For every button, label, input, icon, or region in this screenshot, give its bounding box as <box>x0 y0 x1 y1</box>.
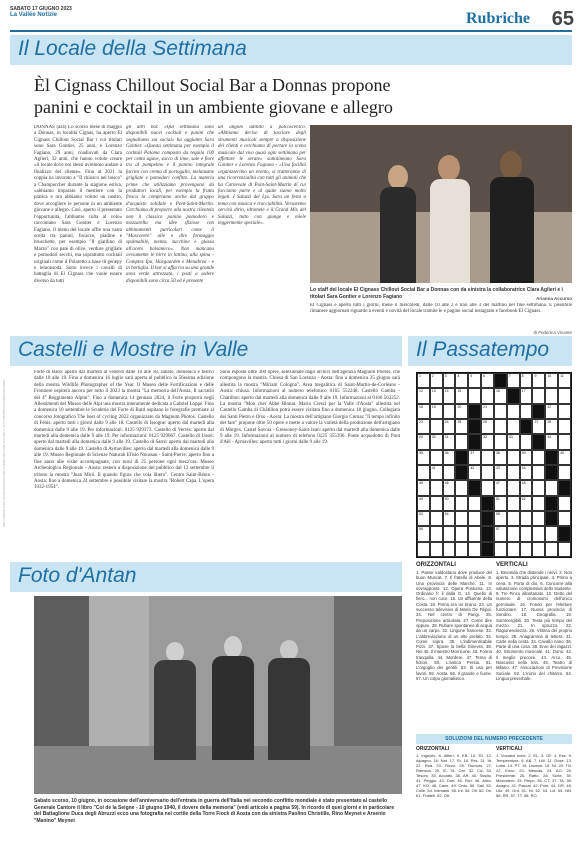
crossword-cell[interactable] <box>481 373 494 388</box>
crossword-cell[interactable] <box>468 511 481 526</box>
orizzontali-clues: 1. Paese valdostano dove produce del buon Muscat. 7. Il fratello di Abele. 8. Una provincia delle Marche. 11. In sovrapposto. 12. Opera Postuma. 13. Ordinario fr il dalla G. 14. Quello di fiero... non cuce. 15. Un affluente della Costa. 18. Prima era un brano. 23. Un successo televisivo di Maria De Filippi. 24. Nel centro di Parigi. 25. Preposizione articolata. 27. Come dire oppure. 28. Rubare spontaneo di acqua da un carpo. 32. Lingone francese. 33. L'abbreviazione di un alto prelato. 34. Come sopra. 35. L'indimenticabile Pizzi. 37. Spose la bella Ginevra. 38. Nei 45. Il maestro Morricone. 43. Forma tranquilla. 44. Mordere. 47. Tema di fiction. 50. L'antica Persia. 51. L'orgoglio dei gentili. 53. Si usa per lavori. 55. Aosta. 56. Il grande e fiume. 57. Un colpo giornalistico. <box>416 570 492 681</box>
crossword-cell[interactable] <box>455 419 468 434</box>
crossword-cell[interactable] <box>455 434 468 449</box>
crossword-cell[interactable] <box>468 465 481 480</box>
crossword-cell[interactable] <box>443 434 456 449</box>
crossword-black-cell <box>468 480 481 495</box>
crossword-cell[interactable] <box>494 450 507 465</box>
crossword-cell-number: 17 <box>521 389 526 394</box>
crossword-cell[interactable] <box>417 511 430 526</box>
crossword-cell[interactable] <box>558 373 571 388</box>
crossword-black-cell <box>455 465 468 480</box>
crossword-cell[interactable] <box>532 480 545 495</box>
crossword-cell[interactable] <box>507 480 520 495</box>
crossword-cell-number: 12 <box>419 389 423 394</box>
crossword-cell[interactable] <box>455 480 468 495</box>
crossword-cell-number: 23 <box>419 419 423 424</box>
crossword-cell[interactable] <box>481 480 494 495</box>
castelli-section-title: Castelli e Mostre in Valle <box>18 338 249 361</box>
crossword-cell[interactable] <box>494 419 507 434</box>
crossword-cell[interactable] <box>481 450 494 465</box>
crossword-cell[interactable] <box>520 496 533 511</box>
crossword-cell[interactable] <box>417 480 430 495</box>
crossword-cell-number: 16 <box>495 389 500 394</box>
crossword-black-cell <box>468 419 481 434</box>
crossword-cell[interactable] <box>494 434 507 449</box>
crossword-cell[interactable] <box>443 496 456 511</box>
verticali-heading: VERTICALI <box>496 562 528 568</box>
crossword-cell[interactable] <box>468 526 481 541</box>
crossword-cell[interactable] <box>558 388 571 403</box>
crossword-black-cell <box>468 404 481 419</box>
crossword-black-cell <box>545 511 558 526</box>
crossword-cell[interactable] <box>532 465 545 480</box>
soluzioni-orizzontali: 1. Ingelolo. 8. Alfieri. 9. KB. 10. TD. 12. Alpagno. 16. Nat. 17. Ri. 18. Pes. 21. Itt. 22. Rea. 23. Ricco. 25. Rumors. 27. Ramson. 29. IC. 31. Ore. 32. Cic. 33. Tesoro. 35. Accatto. 38. AR. 40. Stadio. 41. Peggio. 43. Due. 45. Rivi. 46. Alico. 47. KO. 48. Cane. 49. Onto. 50. Sall. 52. Colle. 54. Intimanti. 55. Inf. 56. Ofi. 60. Os. 61. Fratteli. 62. Ott. <box>416 753 492 798</box>
crossword-cell-number: 18 <box>419 404 423 409</box>
crossword-cell[interactable] <box>507 419 520 434</box>
crossword-cell-number: 19 <box>431 404 436 409</box>
crossword-cell[interactable] <box>507 496 520 511</box>
crossword-black-cell <box>545 465 558 480</box>
crossword-cell-number: 8 <box>521 374 524 378</box>
crossword-cell[interactable] <box>430 526 443 541</box>
crossword-black-cell <box>545 450 558 465</box>
crossword-cell[interactable] <box>417 542 430 557</box>
crossword-cell[interactable] <box>558 511 571 526</box>
locale-section-title: Il Locale della Settimana <box>18 37 247 60</box>
crossword-black-cell <box>545 496 558 511</box>
crossword-cell[interactable] <box>520 480 533 495</box>
crossword-cell-number: 34 <box>547 435 552 440</box>
crossword-cell-number: 27 <box>534 419 539 424</box>
crossword-cell[interactable] <box>468 450 481 465</box>
crossword-cell[interactable] <box>417 373 430 388</box>
crossword-cell-number: 56 <box>419 527 423 532</box>
crossword-cell[interactable] <box>545 404 558 419</box>
crossword-cell[interactable] <box>532 388 545 403</box>
crossword-cell-number: 2 <box>431 374 434 378</box>
crossword-cell-number: 57 <box>495 527 500 532</box>
crossword-cell[interactable] <box>417 450 430 465</box>
crossword-cell[interactable] <box>520 373 533 388</box>
crossword-cell[interactable] <box>494 388 507 403</box>
crossword-cell[interactable] <box>455 511 468 526</box>
crossword-cell-number: 20 <box>457 404 462 409</box>
crossword-cell-number: 50 <box>444 496 449 501</box>
crossword-cell[interactable] <box>468 388 481 403</box>
crossword-cell[interactable] <box>545 542 558 557</box>
crossword-black-cell <box>558 480 571 495</box>
crossword-cell[interactable] <box>417 404 430 419</box>
crossword-cell-number: 26 <box>483 419 488 424</box>
soluzioni-orizzontali-heading: ORIZZONTALI <box>416 746 450 752</box>
crossword-cell[interactable] <box>430 419 443 434</box>
crossword-cell[interactable] <box>532 419 545 434</box>
castelli-section-bar <box>10 336 402 366</box>
crossword-cell[interactable] <box>481 465 494 480</box>
soluzioni-heading: SOLUZIONI DEL NUMERO PRECEDENTE <box>416 734 572 744</box>
crossword-cell[interactable] <box>558 496 571 511</box>
crossword-cell-number: 35 <box>419 450 423 455</box>
crossword-black-cell <box>481 542 494 557</box>
crossword-cell[interactable] <box>443 404 456 419</box>
crossword-black-cell <box>481 526 494 541</box>
antan-historic-photo <box>34 596 402 794</box>
soluzioni-verticali: 1. Vocabol riche. 2. EL. 3. GF. 4. Ese. 5. Temperatura. 6. AB. 7. Lilli. 11. Dose. 13. Lotta. 14. PT. 15. Lisciosi. 19. NI. 20. TN. 22. Enno. 23. Mescas. 24. AO. 25. Presidente. 26. Ratto. 28. Sorte. 30. Mescalero. 34. Riepo. 36. CT. 37. TA. 38. Anagro. 41. Pascal. 42. Pole. 44. GR. 48. Uto. 49. Ord. 51. NI. 52. 53. Lol. 55. NN. 56. RR. 57. TT. 58. RO. <box>496 753 572 798</box>
crossword-cell[interactable] <box>468 373 481 388</box>
crossword-cell[interactable] <box>443 511 456 526</box>
crossword-black-cell <box>481 496 494 511</box>
crossword-cell[interactable] <box>430 404 443 419</box>
crossword-cell-number: 9 <box>534 374 537 378</box>
passatempo-section-title: Il Passatempo <box>416 338 550 361</box>
orizzontali-heading: ORIZZONTALI <box>416 562 456 568</box>
crossword-cell[interactable] <box>520 526 533 541</box>
crossword-cell[interactable] <box>417 388 430 403</box>
crossword-cell-number: 37 <box>470 450 475 455</box>
locale-photo-caption: Lo staff del locale El Cignass Chillout Social Bar a Donnas con da sinistra la collaboratrice Clara Aglieri e i titolari Sara Gontier e Lorenzo Fagiano <box>310 287 563 300</box>
crossword-cell[interactable] <box>532 373 545 388</box>
crossword-cell[interactable] <box>507 542 520 557</box>
passatempo-author: di Federica Visante <box>533 330 572 335</box>
crossword-cell-number: 28 <box>547 419 552 424</box>
locale-article-col1: DONNAS (as4) Lo scorso mese di maggio a Donnas, in località Cignas, ha aperto El Cignass Chillout Social Bar i cui titolari sono Sara Gontier, 25 anni, e Lorenzo Fagiano, 29 anni, coadiuvati da Clara Aglieri, 32 anni, che hanno voluto creare «il locale dove noi stessi avremmo andare a finalizzo del cliente». Fino al 2021 la coppia ha lavorato a "Il chiosco nel bosco" a Champorcher durante la stagione estiva, «abbiamo imparato il mestiere con la pratica e ora abbiamo voluto un nostro, dove accogliere le persone in un ambiente giovane e allegro. Così, aperto il presentato l'opportunità, l'abbiamo colta al volo» raccontano Sara Gontier e Lorenzo Fagiano. Il menu del locale offre una vasta scelta tra panini, focacce, piadine e bruschette, per esempio "Il giardino di Marzo" con patè di olive, verdure grigliate e pomodori secchi, ma soprattutto cocktail originali come il Polaretto a base di genepy e lemonsoda. Sono invece i cavalli di battaglia di El Cignass che vuole essere diverso da tutti <box>34 125 122 284</box>
crossword-cell-number: 3 <box>444 374 447 378</box>
crossword-cell[interactable] <box>481 404 494 419</box>
crossword-black-cell <box>481 511 494 526</box>
crossword-cell[interactable] <box>443 542 456 557</box>
crossword-cell-number: 41 <box>431 465 436 470</box>
crossword-cell[interactable] <box>520 450 533 465</box>
crossword-cell[interactable] <box>520 388 533 403</box>
crossword-cell[interactable] <box>481 388 494 403</box>
crossword-cell[interactable] <box>481 434 494 449</box>
crossword-cell[interactable] <box>558 450 571 465</box>
crossword-cell-number: 5 <box>470 374 473 378</box>
crossword-cell-number: 4 <box>457 374 460 378</box>
crossword-cell-number: 13 <box>431 389 436 394</box>
crossword-cell[interactable] <box>507 434 520 449</box>
crossword-cell[interactable] <box>545 373 558 388</box>
crossword-cell[interactable] <box>558 419 571 434</box>
crossword-cell[interactable] <box>507 526 520 541</box>
crossword-cell-number: 33 <box>508 435 513 440</box>
crossword-cell-number: 47 <box>495 481 500 486</box>
crossword-cell[interactable] <box>558 542 571 557</box>
crossword-cell[interactable] <box>532 542 545 557</box>
crossword-cell[interactable] <box>455 496 468 511</box>
crossword-cell-number: 6 <box>483 374 486 378</box>
locale-author: Arianna Accurso <box>536 296 572 301</box>
crossword-black-cell <box>520 419 533 434</box>
crossword-cell[interactable] <box>532 511 545 526</box>
crossword-cell-number: 22 <box>547 404 552 409</box>
locale-article-col2: gli altri bar. «Qui settimana sono disponibili nuovi cocktail e panini che segnaliamo sui social» ha aggiunto Sara Gontier. «Questa settimana per esempio il cocktail Paloma composto da tequila 100 per cento agave, succo di lime, sale e fiore tra al pompelmo e il panino integrale farcito con crema di portogallo, melanzane grigliate e pomodori confitto. La materia prime che utilizziamo provengono da produttori locali, per esempio la frutta fresca la compriamo anche dal gruppo d'acquisto solidale e Pont-Saint-Martin. Cerchiamo di proporre alla nostra clientela non il classico panino pomodoro e mozzarella ma idee sfiziose con abbinamenti particolari come il "Mascoreto" alle e dire formaggio spalmabile, menta, zucchine e glassa all'aceto balsamico». Non mancano ovviamente le birre in lattina, alla spina - Complex Ipa, Hoegaarden e Menabrea - e in bottiglia. Il bar si affaccia su una grande area verde attrezzata, i posti a sedere disponibili sono circa 50 ed è presente <box>126 125 214 284</box>
castelli-article-col1: Forte di Bard: aperto dal martedì al venerdì dalle 10 alle 18, sabato, domenica e festivi dalle 10 alle 19. Fino a domenica 16 luglio sarà aperta al pubblico la 56esima edizione della mostra Wildlife Photographer of the Year. Il Museo delle Fortificazioni e delle Frontiere ospiterà ancora per tutto il 2023 la mostra "La memoria dell'Aosta, Il sacrario del 4° Reggimento Alpini". Fino a domenica 14 gennaio 2024, il Forte proporrà negli Allestimenti del Museo delle Alpi una mostra interamente dedicata a Gabriel Loppé. Fino a domenica 10 settembre le Scuderie del Forte di Bard ospitano le fotografie premiate al concorso fotografico The best of cycling 2022 organizzato da Magnum Photos. Castello di Fénis: aperto tutti i giorni dalle 9 alle 18. Castello di Issogne: aperto dal martedì alla domenica dalle 9 alle 19. Per informazioni: 0125 929373. Castello di Verrès: aperto dal martedì alla domenica dalle 9 alle 19. Per informazioni: 0125 929067. Castello di Ussel: aperto dal martedì alla domenica dalle 9 alle 19. Castello di Sarre: aperto dal martedì alla domenica dalle 9 alle 19. Castello di Aymavilles: aperto dal martedì alla domenica dalle 9 alle 19. Museo Regionale di Scienze Naturali Efisio Noussan - Saint-Pierre: aperto fino a fine anno alle visite accompagnate, con turni di 25 persone ogni mezz'ora. Museo Archeologico Regionale - Aosta: resterà a disposizione del pubblico dal 12 settembre il tributo la mostra "Juan Miró. Il quando figura che vola libero". Centro Saint-Bénin - Aosta: fino a domenica 24 settembre è possibile visitare la mostra "Robert Capa. L'opera 1932-1954". <box>34 370 214 491</box>
crossword-cell-number: 54 <box>444 511 449 516</box>
crossword-cell-number: 44 <box>521 465 526 470</box>
crossword-cell-number: 15 <box>457 389 462 394</box>
crossword-cell[interactable] <box>443 480 456 495</box>
crossword-cell-number: 40 <box>560 450 565 455</box>
castelli-article-col2: Sono esposte oltre 300 opere, selezionate dagli archivi dell'agenzia Magnum Photos, che compongono la mostra. Chiesa di San Lorenzo - Aosta: fino a domenica 25 giugno sarà allestita la mostra "Miriam Cologna". Area megalitica di Saint-Martin-de-Corléans - Aosta: chiusa. Informazioni al numero telefonico 0165 552248. Castello Gamba - Châtillon: aperto dal martedì alla domenica dalle 9 alle 19. Informazioni al 0166 563252. La mostra "Mon cher Abbé Blonat. Mario Cresci per la Valle d'Aosta" allestita nel Castello Gamba di Châtillon potrà essere visitata fino a domenica 18 giugno. Collegiata dei Santi Pietro e Orso - Aosta: La mostra dell'artigiano Giorgio Cornaz "Il tempo infinito del fare" propone oltre 50 opere e mette a valore la varietà della produzione dell'artigiano di Morgex. Castel Savoia - Gressoney-Saint-Jean: aperto dal martedì alla domenica dalle 9 alle 19. Informazioni al numero di telefono 0125 355396. Ponte acquedotto di Pont d'Aël - Aymavilles: aperto tutti i giorni dalle 9 alle 19. <box>220 370 400 446</box>
locale-article-col4: El Cignass è aperto tutti i giorni, mene il mercoledì, dalle 10 alle 2 e lino alle 3 del mattino nel fine settimana. È possibile rimanere aggiornati riguardo a eventi e novità del locale tramite le e pagine social instagram e facebook El Cignass. <box>310 303 572 315</box>
crossword-black-cell <box>507 388 520 403</box>
crossword-cell-number: 42 <box>470 465 475 470</box>
crossword-cell[interactable] <box>532 526 545 541</box>
crossword-cell[interactable] <box>520 511 533 526</box>
crossword-cell-number: 36 <box>444 450 449 455</box>
crossword-cell[interactable] <box>507 404 520 419</box>
crossword-cell[interactable] <box>455 388 468 403</box>
crossword-black-cell <box>532 434 545 449</box>
antan-caption: Sabato scorso, 10 giugno, in occasione dell'anniversario dell'entrata in guerra dell'Italia nel secondo conflitto mondiale è stato presentato al castello Generale Cantore il libro "Col de la Seigne - 10 giugno 1940, il dovere della memoria" (vedi articolo a pagina 59). In ricordo di quei giorni e in particolare del Battaglione Duca degli Abruzzi ecco una fotografia nel cortile della Torre Fiock di Aosta con da sinistra Paolino Christille, Rino Meynet e Arsenio "Manino" Meynet <box>34 798 395 824</box>
header-rule <box>10 30 572 32</box>
crossword-cell[interactable] <box>430 496 443 511</box>
crossword-cell-number: 30 <box>431 435 436 440</box>
crossword-cell[interactable] <box>443 373 456 388</box>
crossword-cell[interactable] <box>443 419 456 434</box>
crossword-cell[interactable] <box>545 388 558 403</box>
crossword-cell[interactable] <box>443 526 456 541</box>
crossword-cell[interactable] <box>507 511 520 526</box>
crossword-black-cell <box>455 450 468 465</box>
crossword-cell[interactable] <box>430 388 443 403</box>
crossword-cell[interactable] <box>417 419 430 434</box>
crossword-cell-number: 52 <box>521 496 526 501</box>
crossword-cell[interactable] <box>455 526 468 541</box>
crossword-cell[interactable] <box>507 465 520 480</box>
crossword-cell[interactable] <box>417 496 430 511</box>
crossword-cell[interactable] <box>507 450 520 465</box>
crossword-cell[interactable] <box>430 480 443 495</box>
crossword-cell[interactable] <box>494 511 507 526</box>
crossword-cell[interactable] <box>443 388 456 403</box>
crossword-cell[interactable] <box>494 496 507 511</box>
crossword-cell-number: 21 <box>483 404 488 409</box>
pressreader-watermark: PRESSREADER PressReader.com +1 604 278 4604 COPYRIGHT AND PROTECTED BY APPLICABLE LAW <box>2 380 6 527</box>
antan-section-bar <box>10 562 402 592</box>
page-number: 65 <box>551 8 574 30</box>
locale-headline: Èl Cignass Chillout Social Bar a Donnas propone panini e cocktail in un ambiente giovane e allegro <box>34 75 393 117</box>
crossword-cell[interactable] <box>443 465 456 480</box>
crossword-cell[interactable] <box>532 496 545 511</box>
crossword-cell[interactable] <box>520 434 533 449</box>
crossword-cell[interactable] <box>520 404 533 419</box>
crossword-cell-number: 14 <box>444 389 449 394</box>
crossword-cell[interactable] <box>430 450 443 465</box>
crossword-cell[interactable] <box>494 480 507 495</box>
crossword-cell[interactable] <box>430 465 443 480</box>
section-title: Rubriche <box>466 10 530 27</box>
crossword-cell[interactable] <box>430 542 443 557</box>
crossword-cell-number: 1 <box>419 374 421 378</box>
locale-article-col3: un angolo adibito a palcoscenico. «Abbiamo deciso di lasciare degli strumenti musicali sempre a disposizione dei clienti e cerchiamo di portare la scena musicale dal vivo quasi ogni settimana per affettare le serate» sottolineano Sara Gontier e Lorenzo Fagiano - «Una facilità organizzerimo un evento, si tratteranno di una ricorrenzialità con tutti gli animali che ha Carnevale di Pont-Saint-Martin di cui facciamo parte e al quale siamo molto legati. I Saluzzi del Lys. Sara un festa a tema con musica e tracciabilità. Versaremo servirà dirin, idromele e il Grand Mix del Saluzzi, tutto con giunge e miele leggermente speziale». <box>218 125 306 227</box>
verticali-clues: 1. Bevanda che distende i nervi. 2. Non aperto. 3. Strada principale. 4. Primo a cena. 5. Porta di dio. 6. Concorre alla valutazione complessiva dello studente. 9. Tre Pinco allontanato. 10. Detto del numero di cromosomi dell'unico germinale. 16. Fondo per l'elettore funzionare. 17. Nuova provincia di Sondrio. 18. Geografia. 19. Sommergibili. 20. Testa più tempo del mezzo. 21. In spruzzo. 22. Ragionevolezza. 26. Vittima del proprio tempo. 28. Anagramma di lettera. 31. Carte nella cesta. 34. Cavallo nano. 36. Parte di una cosa. 38. Eroe dei ragazzi. 40. Strumento musicale. 41. Dono. 42. Il meglio precoce. 44. Arco. 45. Nascosto nella tela. 46. Teatro di Milano. 47. Associazioni di Previsione Sociale. 52. L'inizio del chitarra. 54. Lingua preverbale. <box>496 570 572 681</box>
crossword-cell-number: 46 <box>444 481 449 486</box>
crossword-cell[interactable] <box>417 434 430 449</box>
crossword-cell[interactable] <box>545 419 558 434</box>
crossword-cell[interactable] <box>417 465 430 480</box>
crossword-cell[interactable] <box>468 496 481 511</box>
antan-section-title: Foto d'Antan <box>18 564 137 587</box>
crossword-cell[interactable] <box>545 434 558 449</box>
soluzioni-verticali-heading: VERTICALI <box>496 746 523 752</box>
crossword-cell[interactable] <box>455 404 468 419</box>
crossword-grid[interactable] <box>416 372 572 558</box>
crossword-cell-number: 45 <box>419 481 423 486</box>
crossword-cell-number: 53 <box>419 511 423 516</box>
crossword-cell[interactable] <box>455 373 468 388</box>
crossword-cell[interactable] <box>494 542 507 557</box>
crossword-cell[interactable] <box>481 419 494 434</box>
crossword-cell[interactable] <box>520 542 533 557</box>
issue-date: SABATO 17 GIUGNO 2023 <box>10 6 72 12</box>
crossword-cell[interactable] <box>558 465 571 480</box>
crossword-cell[interactable] <box>494 526 507 541</box>
crossword-cell-number: 39 <box>521 450 526 455</box>
crossword-cell[interactable] <box>430 434 443 449</box>
crossword-cell-number: 24 <box>444 419 449 424</box>
crossword-black-cell <box>558 526 571 541</box>
crossword-cell[interactable] <box>545 526 558 541</box>
crossword-cell[interactable] <box>430 373 443 388</box>
crossword-cell-number: 48 <box>521 481 526 486</box>
crossword-cell-number: 29 <box>419 435 423 440</box>
crossword-cell-number: 43 <box>495 465 500 470</box>
locale-staff-photo <box>310 125 572 283</box>
crossword-cell[interactable] <box>520 465 533 480</box>
crossword-black-cell <box>468 434 481 449</box>
crossword-cell-number: 49 <box>419 496 423 501</box>
crossword-cell-number: 55 <box>495 511 500 516</box>
crossword-cell-number: 7 <box>508 374 511 378</box>
crossword-cell[interactable] <box>545 480 558 495</box>
crossword-cell[interactable] <box>443 450 456 465</box>
crossword-cell[interactable] <box>455 542 468 557</box>
crossword-cell[interactable] <box>417 526 430 541</box>
crossword-cell[interactable] <box>558 434 571 449</box>
crossword-cell-number: 25 <box>457 419 462 424</box>
crossword-cell-number: 38 <box>495 450 500 455</box>
crossword-black-cell <box>532 404 545 419</box>
crossword-cell[interactable] <box>494 465 507 480</box>
newspaper-name: La Vallée Notizie <box>10 12 58 18</box>
crossword-cell-number: 51 <box>495 496 500 501</box>
locale-section-bar <box>10 35 572 65</box>
crossword-cell-number: 11 <box>560 374 564 378</box>
crossword-cell-number: 31 <box>444 435 449 440</box>
passatempo-section-bar <box>408 336 572 366</box>
crossword-cell[interactable] <box>507 373 520 388</box>
crossword-cell-number: 32 <box>483 435 488 440</box>
crossword-cell[interactable] <box>430 511 443 526</box>
crossword-cell[interactable] <box>494 404 507 419</box>
crossword-cell[interactable] <box>532 450 545 465</box>
crossword-black-cell <box>494 373 507 388</box>
crossword-cell[interactable] <box>468 542 481 557</box>
crossword-cell-number: 10 <box>547 374 552 378</box>
crossword-cell[interactable] <box>558 404 571 419</box>
